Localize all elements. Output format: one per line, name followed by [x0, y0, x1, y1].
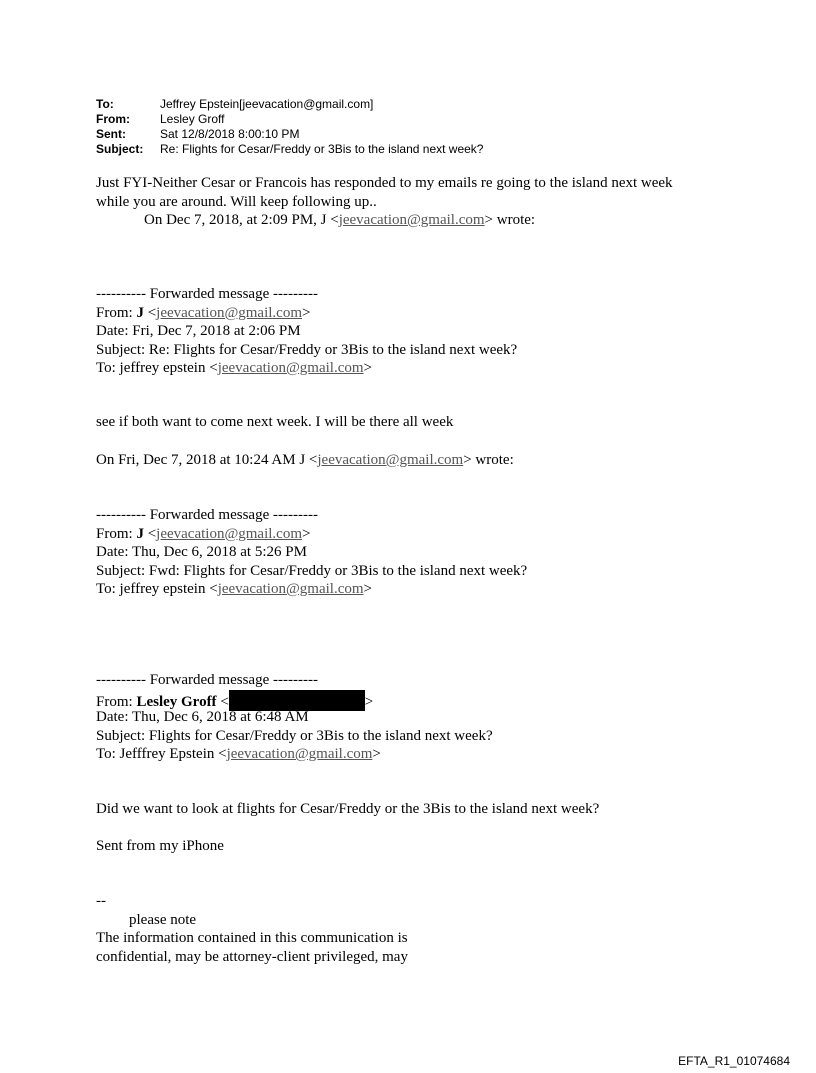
email-link[interactable]: jeevacation@gmail.com: [217, 360, 364, 376]
disclaimer-note: please note: [129, 911, 197, 928]
forward-date: Date: Thu, Dec 6, 2018 at 6:48 AM: [96, 709, 309, 725]
signature-dashes: --: [96, 893, 106, 909]
reply-body: [96, 174, 673, 230]
quote-line: [96, 451, 514, 470]
bracket: <: [143, 304, 157, 321]
email-link[interactable]: jeevacation@gmail.com: [338, 212, 485, 228]
email-link[interactable]: jeevacation@gmail.com: [156, 304, 302, 321]
forward-divider: ---------- Forwarded message ---------: [96, 672, 318, 688]
subject-row: [96, 142, 483, 157]
forward-date: Date: Thu, Dec 6, 2018 at 5:26 PM: [96, 544, 307, 560]
subject-label: Subject:: [96, 142, 144, 156]
from-name: J: [136, 525, 144, 542]
quote-prefix: On Dec 7, 2018, at 2:09 PM, J <: [144, 212, 339, 228]
from-value: Lesley Groff: [160, 112, 225, 126]
quote-line: [96, 211, 673, 230]
bracket: <: [216, 693, 229, 710]
to-value: Jeffrey Epstein[jeevacation@gmail.com]: [160, 97, 374, 111]
sent-label: Sent:: [96, 127, 126, 141]
forward-divider: ---------- Forwarded message ---------: [96, 507, 318, 523]
bracket: >: [302, 525, 311, 542]
forward-to: [96, 359, 517, 378]
quote-suffix: > wrote:: [463, 452, 514, 468]
quote-suffix: > wrote:: [484, 212, 536, 228]
disclaimer-line: confidential, may be attorney-client privileged, may: [96, 948, 408, 965]
subject-value: Re: Flights for Cesar/Freddy or 3Bis to the island next week?: [160, 142, 484, 156]
from-prefix: From:: [96, 525, 137, 542]
from-label: From:: [96, 112, 130, 126]
to-row: [96, 97, 483, 112]
bracket: >: [302, 304, 311, 321]
message-text: Did we want to look at flights for Cesar/Freddy or the 3Bis to the island next week?: [96, 801, 600, 817]
forwarded-message-2: [96, 506, 527, 599]
sent-row: [96, 127, 483, 142]
email-header: [96, 97, 483, 157]
to-label: To:: [96, 97, 114, 111]
bracket: >: [364, 693, 374, 710]
email-link[interactable]: jeevacation@gmail.com: [317, 452, 464, 468]
from-name: J: [136, 304, 144, 321]
bracket: >: [363, 360, 372, 376]
forward-from: [96, 525, 527, 544]
to-prefix: To: Jefffrey Epstein <: [96, 746, 227, 762]
message-text: see if both want to come next week. I will be there all week: [96, 414, 454, 430]
bracket: >: [372, 746, 381, 762]
sent-value: Sat 12/8/2018 8:00:10 PM: [160, 127, 300, 141]
forward-subject: Subject: Fwd: Flights for Cesar/Freddy or 3Bis to the island next week?: [96, 562, 528, 579]
from-name: Lesley Groff: [136, 693, 217, 710]
disclaimer-line: The information contained in this communication is: [96, 930, 408, 946]
bracket: <: [143, 525, 157, 542]
forward-subject: Subject: Flights for Cesar/Freddy or 3Bis to the island next week?: [96, 727, 493, 744]
to-prefix: To: jeffrey epstein <: [96, 360, 218, 376]
forward-from: [96, 690, 493, 709]
email-link[interactable]: jeevacation@gmail.com: [226, 746, 373, 762]
body-line: Just FYI-Neither Cesar or Francois has responded to my emails re going to the island next week: [96, 175, 673, 191]
forwarded-message-3: [96, 671, 493, 764]
document-id: EFTA_R1_01074684: [678, 1054, 790, 1068]
forwarded-message-1: [96, 285, 517, 378]
forward-subject: Subject: Re: Flights for Cesar/Freddy or 3Bis to the island next week?: [96, 341, 518, 358]
quote-prefix: On Fri, Dec 7, 2018 at 10:24 AM J <: [96, 452, 318, 468]
email-link[interactable]: jeevacation@gmail.com: [217, 581, 364, 597]
forward-to: [96, 745, 493, 764]
disclaimer: [96, 892, 408, 966]
email-link[interactable]: jeevacation@gmail.com: [156, 525, 302, 542]
body-line: while you are around. Will keep following up..: [96, 193, 377, 210]
signature: Sent from my iPhone: [96, 838, 224, 854]
from-prefix: From:: [96, 304, 137, 321]
forward-date: Date: Fri, Dec 7, 2018 at 2:06 PM: [96, 323, 301, 339]
bracket: >: [363, 581, 372, 597]
to-prefix: To: jeffrey epstein <: [96, 581, 218, 597]
forward-from: [96, 304, 517, 323]
forward-to: [96, 580, 527, 599]
from-prefix: From:: [96, 693, 137, 710]
forward-divider: ---------- Forwarded message ---------: [96, 286, 318, 302]
from-row: [96, 112, 483, 127]
